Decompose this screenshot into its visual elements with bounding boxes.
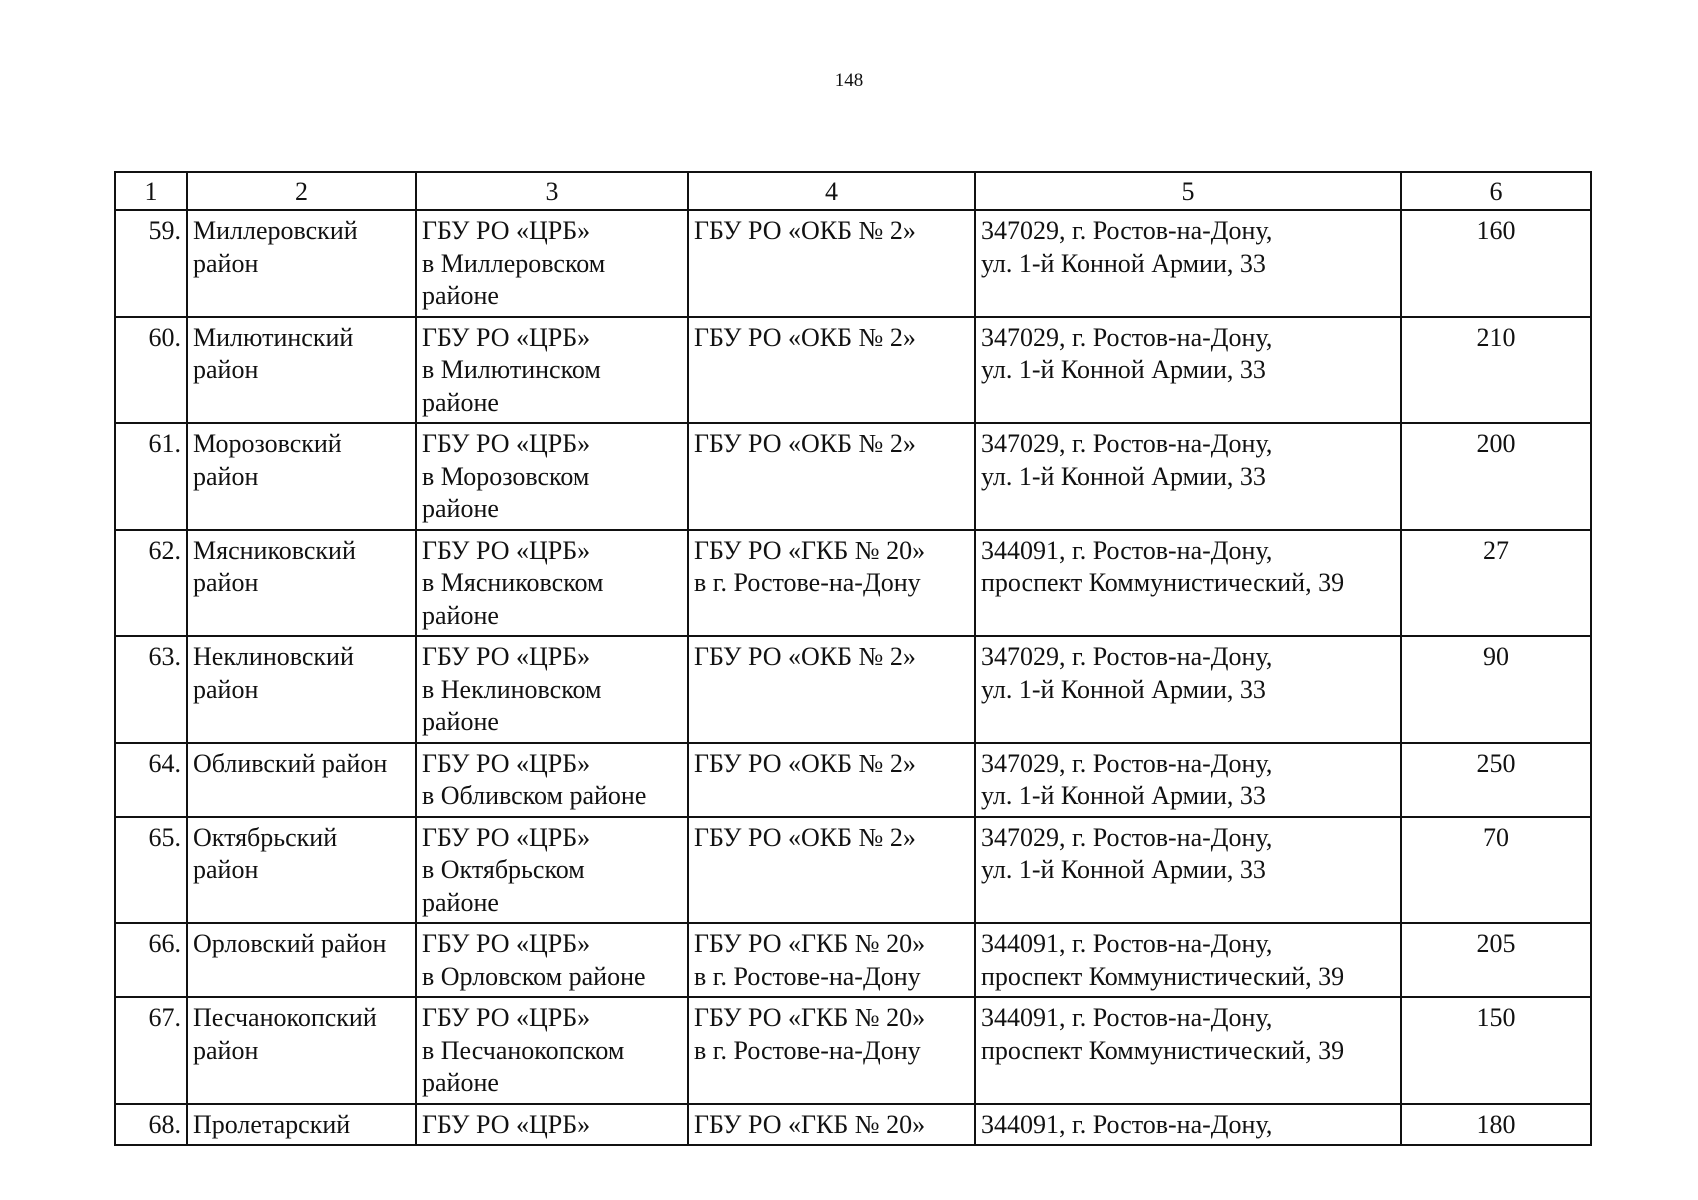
district-name [187, 1104, 416, 1146]
cell-line: ул. 1-й Конной Армии, 33 [981, 781, 1266, 810]
cell-line: ГБУ РО «ЦРБ» [422, 748, 591, 778]
cell-line: ул. 1-й Конной Армии, 33 [981, 355, 1266, 384]
table-row [115, 743, 1591, 817]
cell-line: ГБУ РО «ОКБ № 2» [694, 822, 916, 852]
count-value: 160 [1401, 210, 1591, 317]
crb-name [416, 636, 688, 743]
crb-name [416, 923, 688, 997]
table-row [115, 997, 1591, 1104]
cell-line: ГБУ РО «ОКБ № 2» [694, 748, 916, 778]
cell-line: ГБУ РО «ЦРБ» [422, 1003, 591, 1032]
table-row [115, 317, 1591, 424]
count-value: 70 [1401, 817, 1591, 924]
header-row [115, 172, 1591, 210]
referral-hospital [688, 210, 975, 317]
crb-name [416, 743, 688, 817]
cell-line: районе [422, 707, 499, 736]
cell-line: ГБУ РО «ОКБ № 2» [694, 642, 916, 671]
table-row [115, 530, 1591, 637]
cell-line: районе [422, 600, 499, 630]
cell-line: ГБУ РО «ОКБ № 2» [694, 322, 916, 352]
hospital-address [975, 743, 1401, 817]
cell-line: ГБУ РО «ЦРБ» [422, 322, 591, 352]
row-number: 59. [115, 210, 187, 317]
cell-line: ГБУ РО «ГКБ № 20» [694, 929, 926, 958]
cell-line: район [193, 355, 259, 384]
cell-line: в г. Ростове-на-Дону [694, 568, 921, 597]
table-row [115, 210, 1591, 317]
hospital-address [975, 210, 1401, 317]
cell-line: ГБУ РО «ЦРБ» [422, 429, 591, 458]
cell-line: ГБУ РО «ГКБ № 20» [694, 535, 926, 565]
cell-line: ул. 1-й Конной Армии, 33 [981, 855, 1266, 884]
cell-line: в Морозовском [422, 461, 590, 491]
district-name [187, 530, 416, 637]
hospital-address [975, 423, 1401, 530]
cell-line: район [193, 1035, 259, 1065]
crb-name [416, 210, 688, 317]
hospital-address [975, 817, 1401, 924]
cell-line: в г. Ростове-на-Дону [694, 1035, 921, 1065]
count-value: 200 [1401, 423, 1591, 530]
count-value: 250 [1401, 743, 1591, 817]
cell-line: проспект Коммунистический, 39 [981, 961, 1345, 991]
count-value: 180 [1401, 1104, 1591, 1146]
cell-line: ГБУ РО «ЦРБ» [422, 216, 591, 245]
cell-line: ГБУ РО «ГКБ № 20» [694, 1109, 926, 1139]
count-value: 150 [1401, 997, 1591, 1104]
referral-hospital [688, 530, 975, 637]
cell-line: 344091, г. Ростов-на-Дону, [981, 1003, 1273, 1032]
cell-line: в Неклиновском [422, 674, 602, 704]
cell-line: в Обливском районе [422, 781, 647, 810]
cell-line: ул. 1-й Конной Армии, 33 [981, 674, 1266, 704]
cell-line: Песчанокопский [193, 1003, 377, 1032]
table-row [115, 923, 1591, 997]
cell-line: ГБУ РО «ГКБ № 20» [694, 1003, 926, 1032]
row-number: 64. [115, 743, 187, 817]
row-number: 62. [115, 530, 187, 637]
referral-hospital [688, 743, 975, 817]
cell-line: Мясниковский [193, 535, 356, 565]
cell-line: районе [422, 887, 499, 917]
cell-line: ГБУ РО «ЦРБ» [422, 1109, 591, 1139]
count-value: 210 [1401, 317, 1591, 424]
cell-line: район [193, 248, 259, 278]
cell-line: проспект Коммунистический, 39 [981, 568, 1345, 597]
cell-line: ул. 1-й Конной Армии, 33 [981, 461, 1266, 491]
cell-line: 344091, г. Ростов-на-Дону, [981, 535, 1273, 565]
cell-line: районе [422, 1068, 499, 1097]
cell-line: район [193, 674, 259, 704]
district-name [187, 997, 416, 1104]
cell-line: Неклиновский [193, 642, 354, 671]
column-header: 6 [1401, 172, 1591, 210]
crb-name [416, 997, 688, 1104]
table-row [115, 1104, 1591, 1146]
cell-line: Октябрьский [193, 822, 338, 852]
row-number: 68. [115, 1104, 187, 1146]
column-header: 3 [416, 172, 688, 210]
table-row [115, 636, 1591, 743]
district-name [187, 923, 416, 997]
row-number: 65. [115, 817, 187, 924]
cell-line: в Милютинском [422, 355, 601, 384]
hospital-routing-table [114, 171, 1592, 1146]
district-name [187, 817, 416, 924]
cell-line: районе [422, 387, 499, 417]
table-row [115, 423, 1591, 530]
cell-line: в Песчанокопском [422, 1035, 625, 1065]
row-number: 63. [115, 636, 187, 743]
crb-name [416, 817, 688, 924]
hospital-address [975, 1104, 1401, 1146]
cell-line: ГБУ РО «ЦРБ» [422, 929, 591, 958]
hospital-address [975, 317, 1401, 424]
crb-name [416, 1104, 688, 1146]
cell-line: в Миллеровском [422, 248, 606, 278]
table-row [115, 817, 1591, 924]
cell-line: 347029, г. Ростов-на-Дону, [981, 429, 1273, 458]
cell-line: 347029, г. Ростов-на-Дону, [981, 322, 1273, 352]
referral-hospital [688, 817, 975, 924]
cell-line: в г. Ростове-на-Дону [694, 961, 921, 991]
cell-line: 347029, г. Ростов-на-Дону, [981, 216, 1273, 245]
referral-hospital [688, 997, 975, 1104]
referral-hospital [688, 317, 975, 424]
cell-line: Миллеровский [193, 216, 358, 245]
cell-line: 347029, г. Ростов-на-Дону, [981, 748, 1273, 778]
cell-line: ГБУ РО «ЦРБ» [422, 642, 591, 671]
column-header: 2 [187, 172, 416, 210]
cell-line: Морозовский [193, 429, 342, 458]
column-header: 1 [115, 172, 187, 210]
cell-line: районе [422, 281, 499, 310]
hospital-address [975, 997, 1401, 1104]
cell-line: 344091, г. Ростов-на-Дону, [981, 1109, 1273, 1139]
crb-name [416, 530, 688, 637]
hospital-address [975, 636, 1401, 743]
cell-line: район [193, 568, 259, 597]
page-number: 148 [834, 70, 864, 91]
district-name [187, 743, 416, 817]
cell-line: ГБУ РО «ОКБ № 2» [694, 216, 916, 245]
row-number: 60. [115, 317, 187, 424]
cell-line: Обливский район [193, 748, 388, 778]
crb-name [416, 317, 688, 424]
cell-line: в Мясниковском [422, 568, 604, 597]
cell-line: 344091, г. Ростов-на-Дону, [981, 929, 1273, 958]
cell-line: район [193, 855, 259, 884]
cell-line: в Октябрьском [422, 855, 585, 884]
hospital-address [975, 923, 1401, 997]
referral-hospital [688, 636, 975, 743]
cell-line: в Орловском районе [422, 961, 646, 991]
district-name [187, 210, 416, 317]
count-value: 90 [1401, 636, 1591, 743]
row-number: 67. [115, 997, 187, 1104]
cell-line: ул. 1-й Конной Армии, 33 [981, 248, 1266, 278]
row-number: 66. [115, 923, 187, 997]
cell-line: ГБУ РО «ЦРБ» [422, 822, 591, 852]
cell-line: район [193, 461, 259, 491]
cell-line: Пролетарский [193, 1109, 351, 1139]
referral-hospital [688, 423, 975, 530]
column-header: 5 [975, 172, 1401, 210]
cell-line: Орловский район [193, 929, 387, 958]
cell-line: проспект Коммунистический, 39 [981, 1035, 1345, 1065]
cell-line: 347029, г. Ростов-на-Дону, [981, 822, 1273, 852]
column-header: 4 [688, 172, 975, 210]
cell-line: районе [422, 494, 499, 523]
crb-name [416, 423, 688, 530]
cell-line: 347029, г. Ростов-на-Дону, [981, 642, 1273, 671]
count-value: 205 [1401, 923, 1591, 997]
referral-hospital [688, 923, 975, 997]
referral-hospital [688, 1104, 975, 1146]
cell-line: ГБУ РО «ОКБ № 2» [694, 429, 916, 458]
row-number: 61. [115, 423, 187, 530]
district-name [187, 423, 416, 530]
hospital-address [975, 530, 1401, 637]
count-value: 27 [1401, 530, 1591, 637]
district-name [187, 636, 416, 743]
cell-line: Милютинский [193, 322, 354, 352]
cell-line: ГБУ РО «ЦРБ» [422, 535, 591, 565]
district-name [187, 317, 416, 424]
